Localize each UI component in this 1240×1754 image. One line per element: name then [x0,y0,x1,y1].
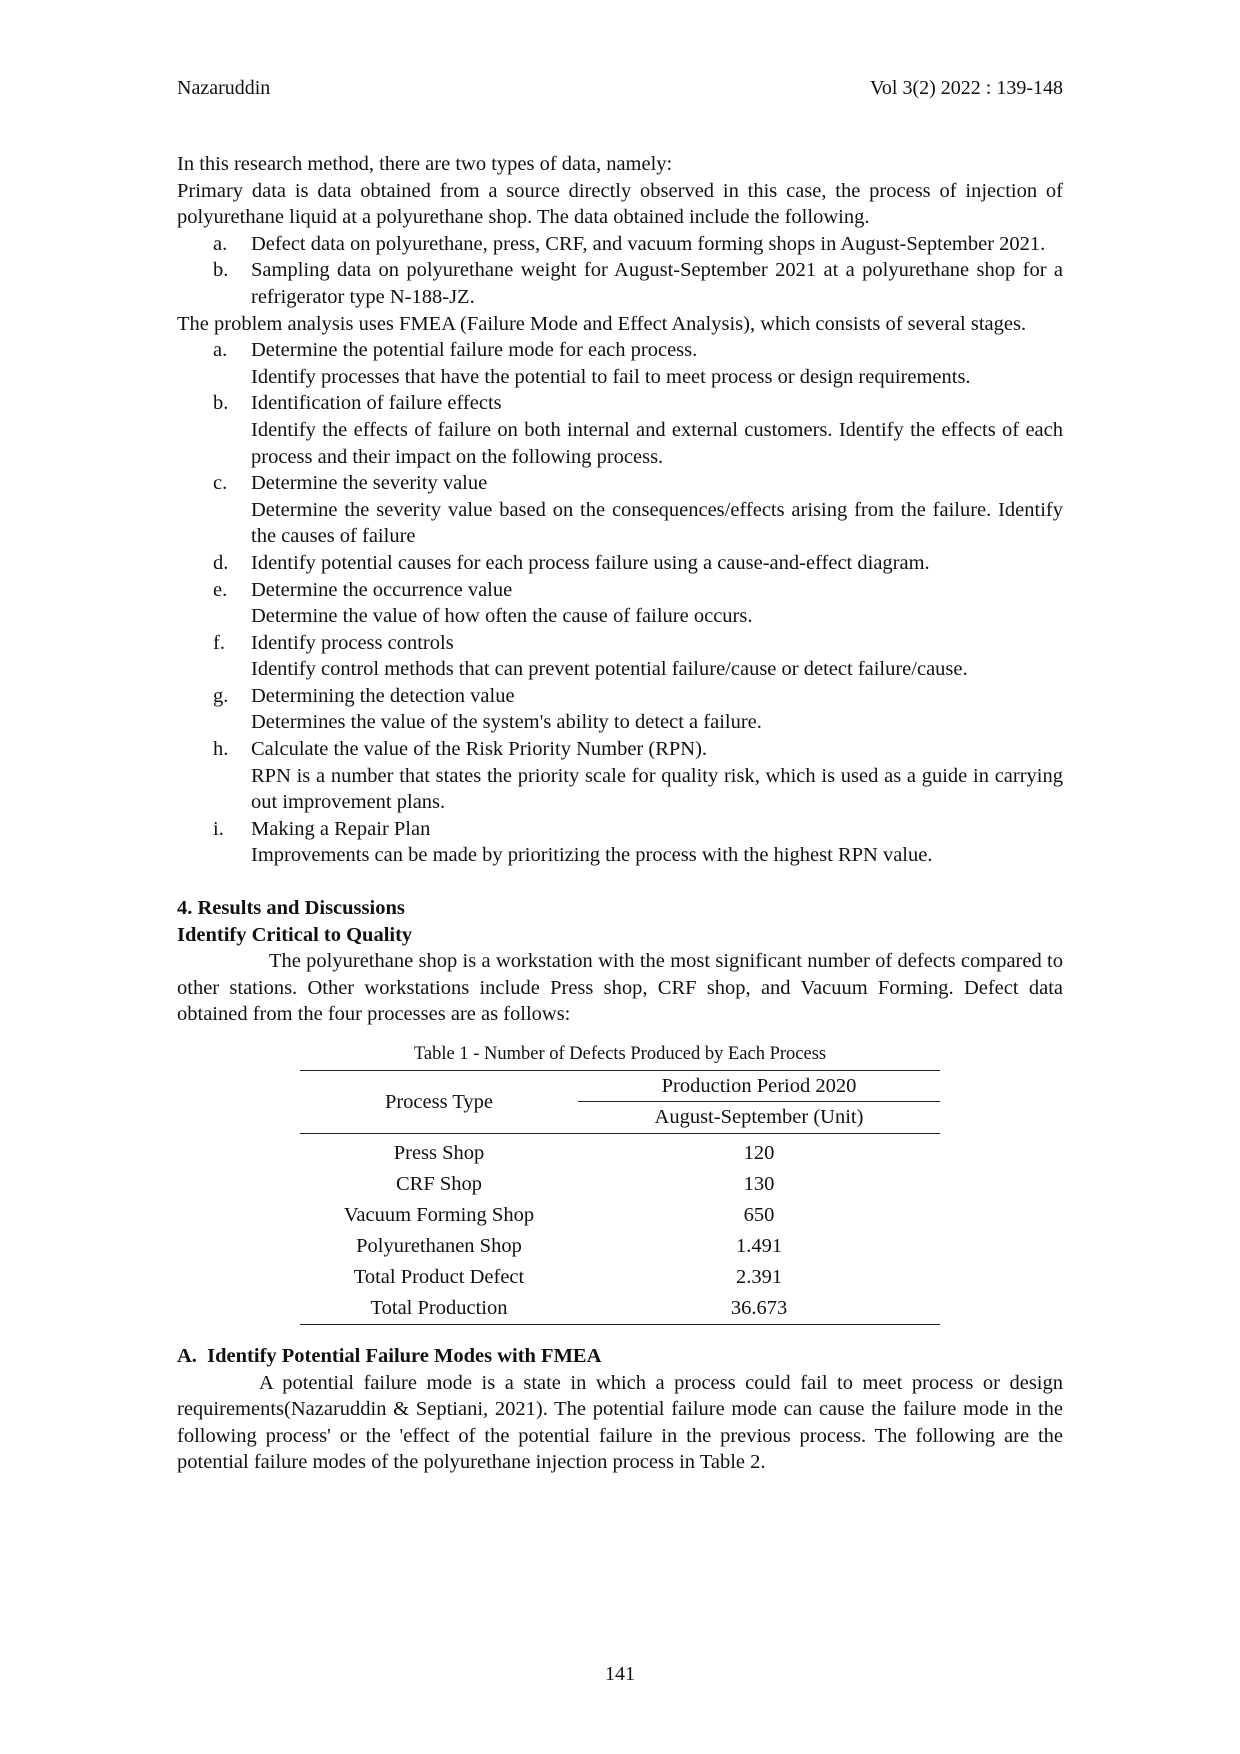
section-a-paragraph: A potential failure mode is a state in which a process could fail to meet process or design requirements(Nazaruddin & Septiani, 2021). The potential failure mode can cause the failure mode in the following process' or the 'effect of the potential failure in the previous process. The following are the potential failure modes of the polyurethane injection process in Table 2. [177,1371,1063,1474]
defect-count-cell: 2.391 [735,1266,783,1289]
list-item [177,231,1063,258]
step-detail: Identify processes that have the potential to fail to meet process or design requirements. [251,365,971,388]
step-detail: Identify control methods that can prevent potential failure/cause or detect failure/cause. [251,658,968,681]
step-title: Calculate the value of the Risk Priority Number (RPN). [251,738,708,761]
list-marker: a. [213,232,228,255]
step-detail: Determines the value of the system's ability to detect a failure. [251,711,762,734]
list-marker: c. [213,472,228,495]
fmea-step [177,390,1063,470]
data-list [177,231,1063,311]
defects-table [300,1070,940,1325]
table-header-process-type: Process Type [384,1090,494,1113]
defect-count-cell: 36.673 [730,1297,788,1320]
step-title: Identification of failure effects [251,392,502,415]
process-cell: Total Production [370,1297,508,1320]
defect-count-cell: 1.491 [735,1235,783,1258]
step-detail: Improvements can be made by prioritizing the process with the highest RPN value. [251,844,933,867]
fmea-step [177,736,1063,816]
step-title: Determine the occurrence value [251,578,513,601]
list-marker: e. [213,578,228,601]
step-title: Determine the severity value [251,472,488,495]
primary-data-paragraph: Primary data is data obtained from a source directly observed in this case, the process of injection of polyurethane liquid at a polyurethane shop. The data obtained include the following. [177,179,1063,229]
fmea-step [177,470,1063,550]
list-item-text: Sampling data on polyurethane weight for August-September 2021 at a polyurethane shop for a refrigerator type N-188-JZ. [251,259,1063,308]
body-text [177,151,1063,1476]
list-marker: b. [213,392,229,415]
table-row [300,1169,940,1200]
running-header-author: Nazaruddin [177,77,271,99]
process-cell: Total Product Defect [353,1266,525,1289]
defect-count-cell: 120 [743,1142,775,1165]
table-caption: Table 1 - Number of Defects Produced by Each Process [413,1044,827,1064]
process-cell: CRF Shop [395,1173,483,1196]
fmea-step [177,577,1063,630]
fmea-step [177,550,1063,577]
defect-count-cell: 130 [743,1173,775,1196]
step-detail: Determine the value of how often the cause of failure occurs. [251,605,753,628]
section-a-heading: A. Identify Potential Failure Modes with FMEA [177,1345,602,1367]
list-item [177,257,1063,310]
table-row [300,1293,940,1325]
list-marker: f. [213,631,225,654]
list-marker: g. [213,684,229,707]
list-marker: h. [213,738,229,761]
step-detail: RPN is a number that states the priority scale for quality risk, which is used as a guide in carrying out improvement plans. [251,764,1063,814]
step-title: Determine the potential failure mode for each process. [251,339,698,362]
fmea-steps-list [177,337,1063,869]
process-cell: Vacuum Forming Shop [343,1204,535,1227]
list-item-text: Defect data on polyurethane, press, CRF, and vacuum forming shops in August-September 2021. [251,232,1046,255]
page-number: 141 [605,1663,635,1685]
table-row [300,1200,940,1231]
list-marker: a. [213,339,228,362]
process-cell: Polyurethanen Shop [356,1235,522,1258]
defect-count-cell: 650 [743,1204,775,1227]
step-title: Identify potential causes for each process failure using a cause-and-effect diagram. [251,551,930,574]
step-detail: Determine the severity value based on the consequences/effects arising from the failure. Identify the causes of failure [251,498,1063,548]
subsection-heading: Identify Critical to Quality [177,923,413,946]
fmea-step [177,630,1063,683]
section-heading: 4. Results and Discussions [177,897,405,920]
step-detail: Identify the effects of failure on both internal and external customers. Identify the effects of each process and their impact on the following process. [251,418,1063,468]
process-cell: Press Shop [393,1142,485,1165]
fmea-lead-paragraph: The problem analysis uses FMEA (Failure Mode and Effect Analysis), which consists of several stages. [177,312,1027,335]
table-header-period: Production Period 2020 [578,1071,940,1102]
list-marker: d. [213,551,229,574]
intro-lead: In this research method, there are two types of data, namely: [177,153,673,175]
fmea-step [177,337,1063,390]
table-1 [300,1042,940,1325]
running-header-volume: Vol 3(2) 2022 : 139-148 [870,77,1063,99]
step-title: Making a Repair Plan [251,817,431,840]
table-row [300,1231,940,1262]
step-title: Determining the detection value [251,684,515,707]
table-row [300,1134,940,1170]
fmea-step [177,683,1063,736]
table-row [300,1262,940,1293]
fmea-step [177,816,1063,869]
table-header-period-sub: August-September (Unit) [654,1106,864,1129]
list-marker: i. [213,817,224,840]
step-title: Identify process controls [251,631,454,654]
results-paragraph: The polyurethane shop is a workstation with the most significant number of defects compared to other stations. Other workstations include Press shop, CRF shop, and Vacuum Forming. Defect data obtained from the four processes are as follows: [177,950,1063,1026]
list-marker: b. [213,259,229,282]
